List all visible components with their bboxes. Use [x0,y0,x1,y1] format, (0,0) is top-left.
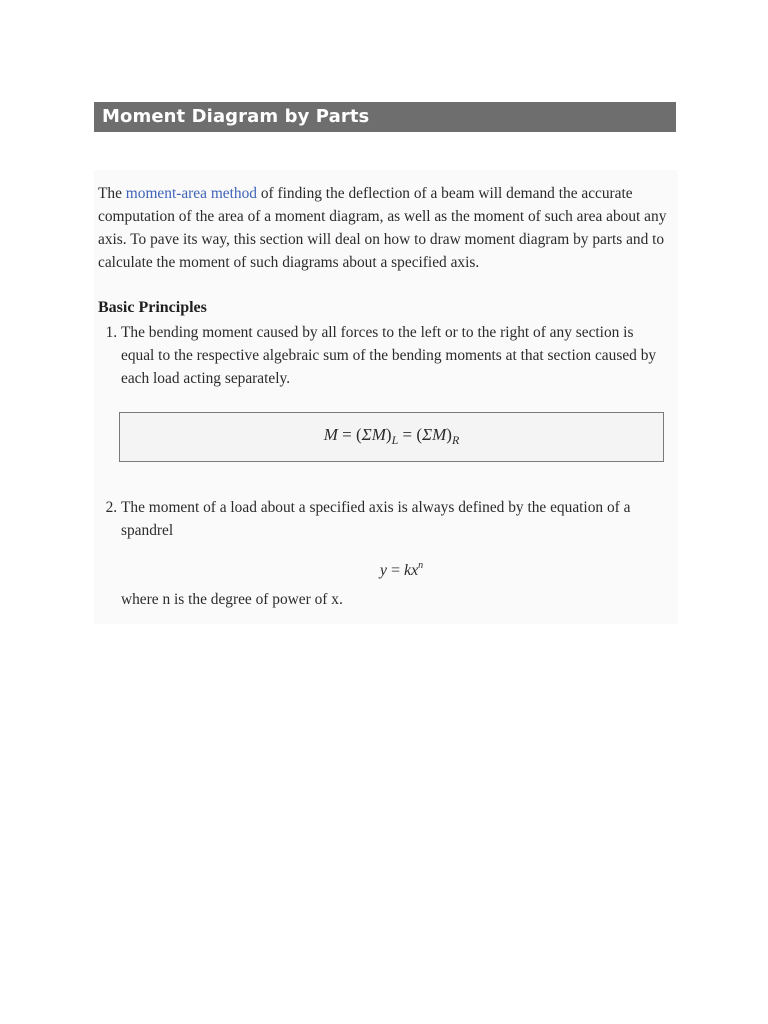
intro-text-rest: of finding the deflection of a beam will demand the accurate computation of the area of a moment diagram, as well as the moment of such area about any axis. To pave its way, this section will deal on how to draw moment diagram by parts and to calculate the moment of such diagrams about a specified axis. [98,185,667,271]
intro-text-start: The [98,185,126,202]
principle-item-1 [121,321,670,462]
page-title: Moment Diagram by Parts [102,106,370,127]
title-bar [94,102,676,132]
principles-list [98,321,670,611]
principle-item-2 [121,496,670,611]
spandrel-equation: $y = kx^n$ [379,560,424,579]
principle-text-2: The moment of a load about a specified axis is always defined by the equation of a spandrel [121,499,631,539]
formula-moment-equation: $M = (\Sigma M)_L = (\Sigma M)_R$ [323,424,460,447]
intro-paragraph [98,182,670,274]
article-content [94,170,678,624]
principle-text-1: The bending moment caused by all forces to the left or to the right of any section is equal to the respective algebraic sum of the bending moments at that section caused by each load acting separately. [121,324,657,387]
formula-box [119,412,664,462]
section-heading: Basic Principles [98,299,207,316]
moment-area-method-link[interactable]: moment-area method [125,185,257,202]
degree-note: where n is the degree of power of x. [121,591,343,608]
